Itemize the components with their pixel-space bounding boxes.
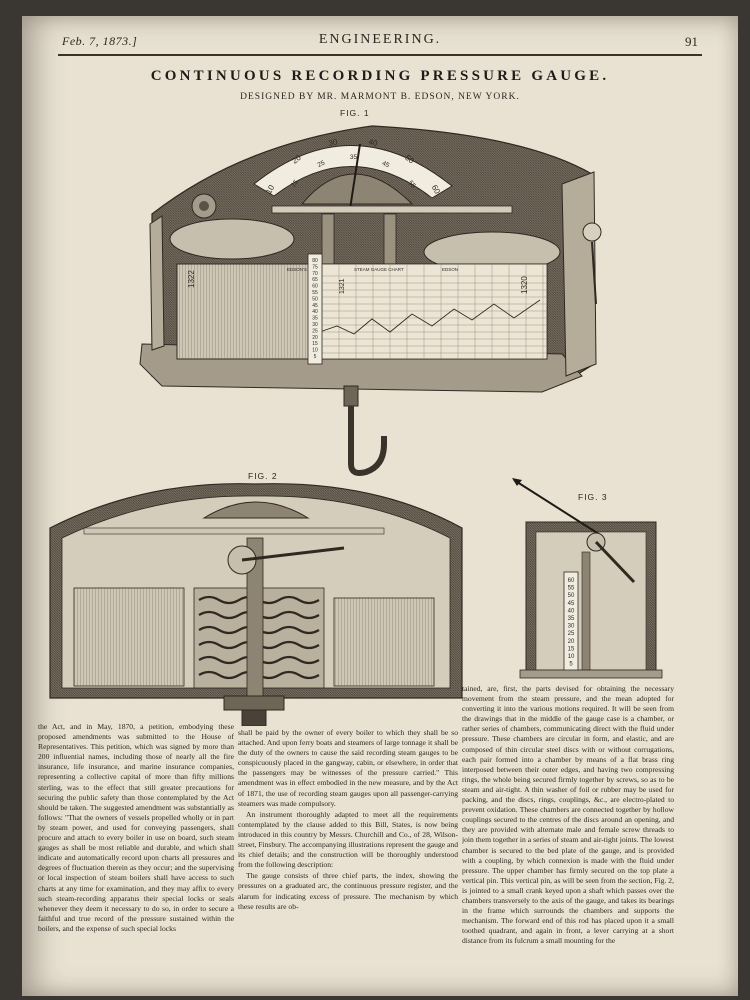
fig3-inner: [536, 532, 646, 670]
fig1-scale-number: 50: [312, 296, 318, 303]
column-3-paragraph: tained, are, first, the parts devised for obtaining the necessary movement from the steam pressure, and the mean adopted for converting it into the various motions required. It will be seen from the drawings that in the middle of the gauge case is a chamber, or rather series of chambers, communicating direct with the fluid under pressure. These chambers are circular in form, and elastic, and are composed of thin circular steel discs with or without corrugations, each pair formed into a chamber by means of a flat brass ring interposed between their outer edges, and having two compressing rings, the whole being secured firmly together by screws, so as to be steam and air-tight. A thin washer of foil or rubber may be used for packing, and the discs, rings, couplings, &c., are electro-plated to prevent oxidation. These chambers are connected together by hollow couplings secured to the centres of the discs around an opening, and they are provided with alternate male and female screw threads to join them together in a series of steam and air-tight joints. The lowest chamber is secured to the bed plate of the gauge, and is provided with a coupling, by which connexion is made with the fluid under pressure. The upper chamber has firmly secured on the top plate a vertical pin. This vertical pin, as will be seen from the section, Fig. 2, is jointed to a small crank keyed upon a shaft which passes over the chambers transversely to the axis of the gauge, and takes its bearings in the frame which surrounds the chambers and supports the mechanism. The forward end of this rod has placed upon it a small toothed quadrant, and again in front, a lever carrying at a short distance from its fulcrum a small mounting for the: [462, 684, 674, 946]
dial-number-inner: 45: [380, 159, 391, 170]
fig3-detail-illustration: [484, 472, 684, 682]
key-icon: [583, 223, 601, 241]
column-2-paragraph-3: The gauge consists of three chief parts, the index, showing the pressures on a graduated arc, the continuous pressure register, and the alarum for indicating excess of pressure. The mechanism by which these results are ob-: [238, 871, 458, 911]
gear-hub: [199, 201, 209, 211]
pipe-siphon: [351, 406, 384, 473]
fig1-scale-number: 75: [312, 264, 318, 271]
fig2-label: FIG. 2: [248, 471, 278, 481]
fig1-gauge-illustration: [122, 114, 622, 484]
fig2-left-drum: [74, 588, 184, 686]
fig1-label: FIG. 1: [340, 108, 370, 118]
fig2-base-fitting: [224, 696, 284, 710]
case-side-left: [150, 216, 164, 350]
fig3-scale-number: 45: [567, 600, 575, 607]
dial-number: 20: [290, 153, 303, 166]
fig3-scale-number: 50: [567, 593, 575, 600]
fig3-scale-number: 5: [569, 661, 573, 668]
chart-label-1: EDSON'S: [287, 267, 307, 272]
fig3-label: FIG. 3: [578, 492, 608, 502]
fig2-inlet: [242, 710, 266, 726]
fig3-scale-number: 35: [567, 616, 575, 622]
header-date: Feb. 7, 1873.]: [62, 34, 138, 48]
text-column-3: [462, 684, 674, 990]
chart-number-left: 1322: [187, 270, 196, 288]
fig1-scale-number: 60: [312, 283, 318, 290]
fig2-right-drum: [334, 598, 434, 686]
column-1-paragraph: the Act, and in May, 1870, a petition, embodying these proposed amendments was submitted to the House of Representatives. This petition, which was signed by more than 200 influential names, including those of nearly all the fire insurance, life insurance, and marine insurance companies, representing a collective capital of more than fifty millions sterling, was to the effect that still greater precautions for securing the public safety than those contemplated by the Act should be taken. The suggested amendment was substantially as follows: "That the owners of vessels propelled wholly or in part by steam power, and used for conveying passengers, shall procure and attach to every boiler in use on board, such steam gauges as shall be most reliable and durable, and which shall indicate and automatically record upon charts all pressures and degrees of fluctuation therein as they occur; and the supervising or local inspection of steam boilers shall have access to such charts at any time for examination, and they may affix to every such steam-recording apparatus their special locks or seals whenever they deem it necessary to do so, in order to secure a faithful and true record of the pressure sustained within the boilers, and the expense of such special locks: [38, 722, 234, 933]
fig3-scale-number: 30: [567, 623, 575, 630]
fig3-scale-number: 10: [567, 654, 575, 660]
dial-number-inner: 55: [406, 179, 417, 190]
dial-number-inner: 35: [349, 154, 358, 161]
fig1-scale-number: 45: [312, 302, 318, 309]
fig1-scale-numbers: [312, 258, 318, 360]
fig1-scale-number: 40: [312, 309, 318, 316]
journal-page: [22, 16, 738, 996]
chart-record-area: [312, 264, 547, 359]
header-page-number: 91: [685, 34, 698, 49]
chart-number-right: 1320: [520, 276, 529, 294]
fig1-scale-number: 25: [312, 328, 318, 335]
dial-number: 40: [367, 137, 379, 148]
fig3-rod: [582, 552, 590, 670]
chart-number-middle: 1321: [339, 278, 346, 294]
fig3-scale-number: 60: [567, 578, 575, 584]
fig3-scale-number: 40: [567, 608, 575, 615]
column-2-paragraph-1: shall be paid by the owner of every boiler to which they shall be so attached. And upon ferry boats and steamers of large tonnage it shall be the duty of the owners to cause the said recording steam gauges to be conspicuously placed in the gangway, cabin, or elsewhere, in order that the passengers may be witnesses of the pressure carried." This amendment was in effect embodied in the new measure, and by the Act of 1871, the use of recording steam gauges upon all passenger-carrying steamers was made compulsory.: [238, 728, 458, 808]
fig1-scale-number: 65: [312, 277, 318, 284]
dial-number-inner: 25: [316, 159, 327, 169]
dial-number: 50: [403, 153, 416, 166]
chart-label-2: STEAM GAUGE CHART: [354, 267, 404, 272]
chart-label-3: EDSON: [442, 267, 459, 272]
header-journal-title: ENGINEERING.: [318, 32, 442, 47]
left-drum-top: [170, 219, 294, 259]
dial-number: 10: [264, 183, 277, 196]
text-column-2: [238, 728, 458, 990]
dial-number: 30: [327, 137, 339, 148]
header-rule: [58, 54, 702, 56]
case-door: [562, 172, 596, 376]
fig1-scale-number: 5: [313, 354, 317, 360]
fig3-scale-number: 15: [567, 646, 575, 653]
article-byline: DESIGNED BY MR. MARMONT B. EDSON, NEW YORK.: [240, 92, 520, 102]
fig1-scale-number: 20: [312, 334, 318, 341]
pipe-fitting: [344, 386, 358, 406]
fig2-frame-bar: [84, 528, 384, 534]
fig1-scale-number: 80: [312, 258, 318, 264]
frame-bar: [272, 206, 512, 213]
fig1-scale-number: 35: [312, 315, 318, 322]
fig3-base: [520, 670, 662, 678]
fig1-scale-number: 30: [312, 322, 318, 328]
fig2-section-illustration: [44, 478, 468, 726]
fig1-scale-number: 70: [312, 270, 318, 277]
article-title: CONTINUOUS RECORDING PRESSURE GAUGE.: [150, 68, 610, 84]
dial-number-inner: 15: [289, 178, 300, 189]
fig1-scale-number: 10: [312, 347, 318, 354]
fig1-scale-number: 55: [312, 290, 318, 296]
fig1-scale-number: 15: [312, 341, 318, 348]
fig3-scale-number: 55: [567, 585, 575, 592]
text-column-1: [38, 722, 234, 990]
column-2-paragraph-2: An instrument thoroughly adapted to meet all the requirements contemplated by the clause added to this Bill, States, is now being introduced in this country by Messrs. Churchill and Co., of 28, Wilson-street, Finsbury. The accompanying illustrations represent the gauge and its chief details; and the construction will be thoroughly understood from the following description:: [238, 809, 458, 870]
fig3-scale-numbers: [568, 578, 575, 668]
fig3-scale-number: 25: [567, 631, 575, 638]
fig3-scale-number: 20: [567, 638, 575, 645]
dial-number: 60: [429, 183, 442, 196]
